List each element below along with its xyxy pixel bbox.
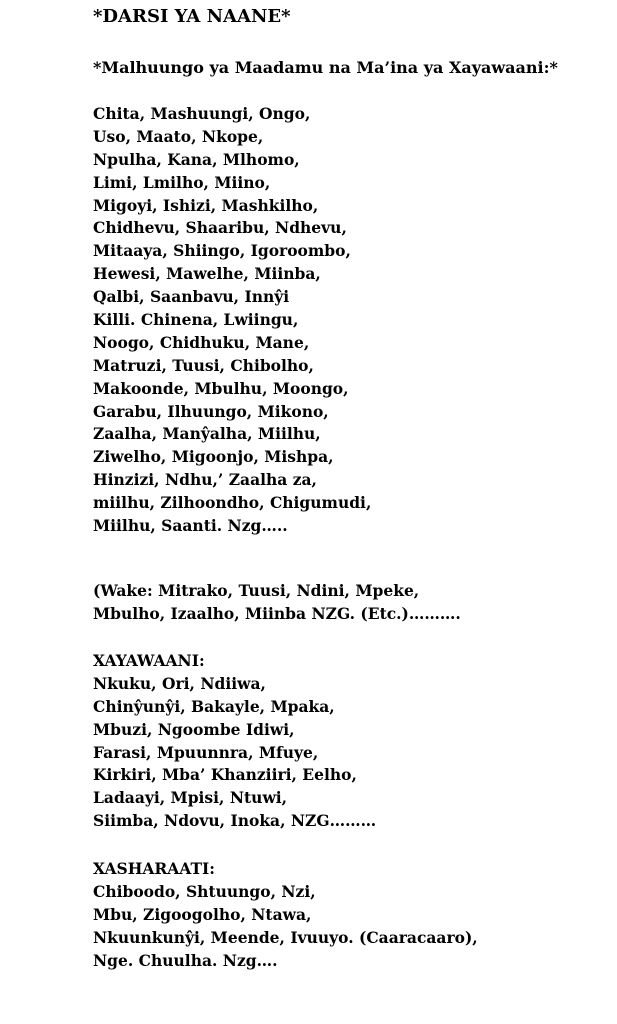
text-line: Uso, Maato, Nkope, <box>93 126 264 146</box>
xayawaani-section <box>93 650 376 833</box>
text-line: Hinzizi, Ndhu,’ Zaalha za, <box>93 470 317 490</box>
text-line: Siimba, Ndovu, Inoka, NZG……… <box>93 811 377 831</box>
text-line: Zaalha, Manŷalha, Miilhu, <box>93 424 321 444</box>
text-line: Ladaayi, Mpisi, Ntuwi, <box>93 788 288 808</box>
text-line: Farasi, Mpuunnra, Mfuye, <box>93 742 319 762</box>
text-line: Migoyi, Ishizi, Mashkilho, <box>93 195 319 215</box>
xasharaati-section <box>93 858 478 972</box>
text-line: Noogo, Chidhuku, Mane, <box>93 332 310 352</box>
text-line: Hewesi, Mawelhe, Miinba, <box>93 264 321 284</box>
text-line: Mbulho, Izaalho, Miinba NZG. (Etc.)………. <box>93 603 461 623</box>
body-parts-list <box>93 103 371 538</box>
text-line: Mbu, Zigoogolho, Ntawa, <box>93 904 312 924</box>
text-line: Killi. Chinena, Lwiingu, <box>93 310 299 330</box>
lesson-title: *DARSI YA NAANE* <box>93 6 291 27</box>
text-line: miilhu, Zilhoondho, Chigumudi, <box>93 493 372 513</box>
text-line: Matruzi, Tuusi, Chibolho, <box>93 355 314 375</box>
text-line: Mitaaya, Shiingo, Igoroombo, <box>93 241 351 261</box>
text-line: Makoonde, Mbulhu, Moongo, <box>93 378 349 398</box>
text-line: Mbuzi, Ngoombe Idiwi, <box>93 719 295 739</box>
section-heading: XASHARAATI: <box>93 859 215 878</box>
text-line: Chiboodo, Shtuungo, Nzi, <box>93 881 316 901</box>
text-line: Ziwelho, Migoonjo, Mishpa, <box>93 447 334 467</box>
text-line: Limi, Lmilho, Miino, <box>93 172 271 192</box>
text-line: Miilhu, Saanti. Nzg….. <box>93 516 288 536</box>
text-line: Garabu, Ilhuungo, Mikono, <box>93 401 329 421</box>
text-line: Chidhevu, Shaaribu, Ndhevu, <box>93 218 347 238</box>
wake-note <box>93 580 461 626</box>
text-line: Kirkiri, Mba’ Khanziiri, Eelho, <box>93 765 357 785</box>
text-line: Npulha, Kana, Mlhomo, <box>93 149 300 169</box>
text-line: Nge. Chuulha. Nzg…. <box>93 950 278 970</box>
text-line: Chinŷunŷi, Bakayle, Mpaka, <box>93 696 335 716</box>
text-line: Nkuunkunŷi, Meende, Ivuuyo. (Caaracaaro), <box>93 927 478 947</box>
section-heading: XAYAWAANI: <box>93 651 205 670</box>
text-line: Chita, Mashuungi, Ongo, <box>93 104 311 123</box>
text-line: Nkuku, Ori, Ndiiwa, <box>93 673 266 693</box>
text-line: (Wake: Mitrako, Tuusi, Ndini, Mpeke, <box>93 581 420 600</box>
lesson-subtitle: *Malhuungo ya Maadamu na Ma’ina ya Xayawaani:* <box>93 58 558 77</box>
text-line: Qalbi, Saanbavu, Innŷi <box>93 287 290 307</box>
